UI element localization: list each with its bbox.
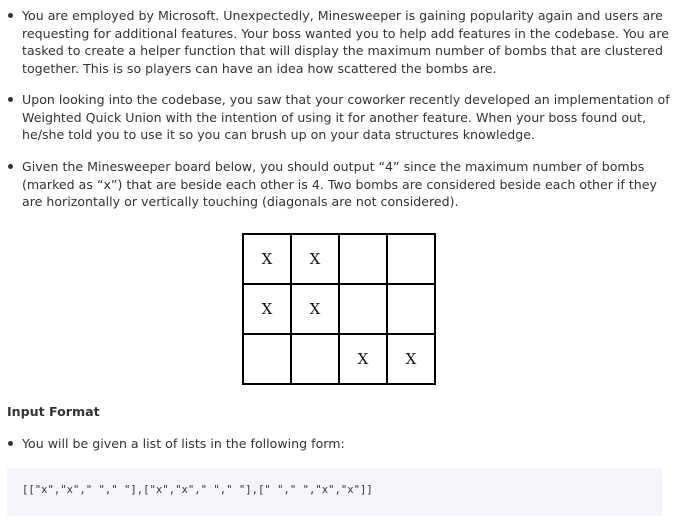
board-row xyxy=(243,334,435,384)
board-cell: X xyxy=(291,284,339,334)
board-cell xyxy=(291,334,339,384)
board-cell xyxy=(387,284,435,334)
input-format-code-block: [["x","x"," "," "],["x","x"," "," "],[" "," ","x","x"]] xyxy=(7,468,662,516)
board-cell: X xyxy=(291,234,339,284)
board-cell xyxy=(387,234,435,284)
input-format-heading: Input Format xyxy=(7,404,100,419)
paragraph-codebase xyxy=(22,91,672,144)
paragraph-text: Upon looking into the codebase, you saw that your coworker recently developed an implementation of Weighted Quick Union with the intention of using it for another feature. When your boss found out, he/she told you to use it so you can brush up on your data structures knowledge. xyxy=(22,92,670,143)
input-format-bullet xyxy=(22,435,672,453)
bullet-icon xyxy=(8,441,13,446)
board-cell: X xyxy=(339,334,387,384)
board-cell: X xyxy=(243,234,291,284)
paragraph-text: You are employed by Microsoft. Unexpectedly, Minesweeper is gaining popularity again and users are requesting for additional features. Your boss wanted you to help add features in the codebase. You are tasked to create a helper function that will display the maximum number of bombs that are clustered together. This is so players can have an idea how scattered the bombs are. xyxy=(22,8,670,76)
board-row xyxy=(243,234,435,284)
paragraph-text: Given the Minesweeper board below, you should output “4” since the maximum number of bombs (marked as “x”) that are beside each other is 4. Two bombs are considered beside each other if they are horizontally or vertically touching (diagonals are not considered). xyxy=(22,159,657,210)
board-cell: X xyxy=(387,334,435,384)
bullet-icon xyxy=(8,97,13,102)
board-cell xyxy=(339,284,387,334)
bullet-icon xyxy=(8,13,13,18)
paragraph-problem-context xyxy=(22,7,672,77)
paragraph-example xyxy=(22,158,672,211)
bullet-icon xyxy=(8,164,13,169)
input-format-text: You will be given a list of lists in the following form: xyxy=(22,436,345,451)
board-row xyxy=(243,284,435,334)
board-cell xyxy=(339,234,387,284)
board-cell: X xyxy=(243,284,291,334)
board-cell xyxy=(243,334,291,384)
minesweeper-board xyxy=(242,233,436,385)
